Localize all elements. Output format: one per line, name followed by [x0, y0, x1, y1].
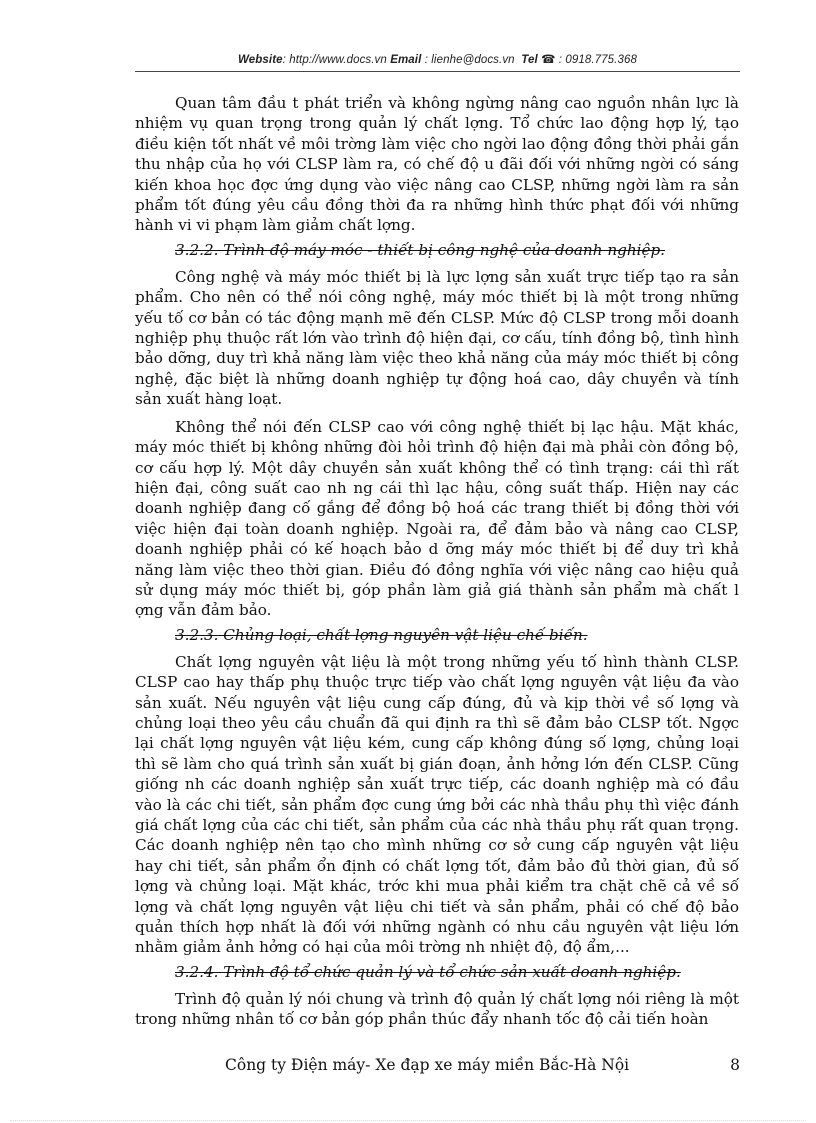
tel-label: Tel [521, 54, 538, 66]
heading-3-2-2: 3.2.2. Trình độ máy móc - thiết bị công nghệ của doanh nghiệp. [175, 240, 665, 259]
page-number: 8 [730, 1056, 740, 1074]
document-body [135, 93, 739, 1030]
paragraph-management: Trình độ quản lý nói chung và trình độ quản lý chất lợng nói riêng là một trong những nhân tố cơ bản góp phần thúc đẩy nhanh tốc độ cải tiến hoàn [135, 989, 739, 1029]
paragraph-materials: Chất lợng nguyên vật liệu là một trong những yếu tố hình thành CLSP. CLSP cao hay thấp phụ thuộc trực tiếp vào chất lợng nguyên vật liệu đa vào sản xuất. Nếu nguyên vật liệu cung cấp đúng, đủ và kịp thời về số lợng và chủng loại theo yêu cầu chuẩn đã qui định ra thì sẽ đảm bảo CLSP tốt. Ngợc lại chất lợng nguyên vật liệu kém, cung cấp không đúng số lợng, chủng loại thì sẽ làm cho quá trình sản xuất bị gián đoạn, ảnh hởng lớn đến CLSP. Cũng giống nh các doanh nghiệp sản xuất trực tiếp, các doanh nghiệp mà có đầu vào là các chi tiết, sản phẩm đợc cung ứng bởi các nhà thầu phụ thì việc đánh giá chất lợng của các chi tiết, sản phẩm của các nhà thầu phụ rất quan trọng. Các doanh nghiệp nên tạo cho mình những cơ sở cung cấp nguyên vật liệu hay chi tiết, sản phẩm ổn định có chất lợng tốt, đảm bảo đủ thời gian, đủ số lợng và chủng loại. Mặt khác, trớc khi mua phải kiểm tra chặt chẽ cả về số lợng và chất lợng nguyên vật liệu chi tiết và sản phẩm, phải có chế độ bảo quản thích hợp nhất là đối với những ngành có nhu cầu nguyên vật liệu lớn nhằm giảm ảnh hởng có hại của môi trờng nh nhiệt độ, độ ẩm,... [135, 652, 739, 957]
paragraph-equipment: Không thể nói đến CLSP cao với công nghệ thiết bị lạc hậu. Mặt khác, máy móc thiết bị không những đòi hỏi trình độ hiện đại mà phải còn đồng bộ, cơ cấu hợp lý. Một dây chuyền sản xuất không thể có tình trạng: cái thì rất hiện đại, công suất cao nh ng cái thì lạc hậu, công suất thấp. Hiện nay các doanh nghiệp đang cố gắng để đồng bộ hoá các trang thiết bị đồng thời với việc hiện đại toàn doanh nghiệp. Ngoài ra, để đảm bảo và nâng cao CLSP, doanh nghiệp phải có kế hoạch bảo d ỡng máy móc thiết bị để duy trì khả năng làm việc theo thời gian. Điều đó đồng nghĩa với việc nâng cao hiệu quả sử dụng máy móc thiết bị, góp phần làm giả giá thành sản phẩm mà chất l ợng vẫn đảm bảo. [135, 417, 739, 620]
heading-3-2-3: 3.2.3. Chủng loại, chất lợng nguyên vật liệu chế biến. [175, 625, 588, 644]
website-value: : http://www.docs.vn [282, 54, 387, 66]
email-label: Email [390, 54, 422, 66]
website-label: Website [238, 54, 283, 66]
paragraph-workforce: Quan tâm đầu t phát triển và không ngừng nâng cao nguồn nhân lực là nhiệm vụ quan trọng trong quản lý chất lợng. Tổ chức lao động hợp lý, tạo điều kiện tốt nhất về môi trờng làm việc cho ngời lao động đồng thời phải gắn thu nhập của họ với CLSP làm ra, có chế độ u đãi đối với những ngời có sáng kiến khoa học đợc ứng dụng vào việc nâng cao CLSP, những ngời làm ra sản phẩm tốt đúng yêu cầu đồng thời đa ra những hình thức phạt đối với những hành vi vi phạm làm giảm chất lợng. [135, 94, 739, 235]
bottom-dotted-line [10, 1120, 806, 1121]
email-value: : lienhe@docs.vn [424, 54, 515, 66]
paragraph-technology: Công nghệ và máy móc thiết bị là lực lợng sản xuất trực tiếp tạo ra sản phẩm. Cho nên có thể nói công nghệ, máy móc thiết bị là một trong những yếu tố cơ bản có tác động mạnh mẽ đến CLSP. Mức độ CLSP trong mỗi doanh nghiệp phụ thuộc rất lớn vào trình độ hiện đại, cơ cấu, tính đồng bộ, tình hình bảo dỡng, duy trì khả năng làm việc theo khả năng của máy móc thiết bị công nghệ, đặc biệt là những doanh nghiệp tự động hoá cao, dây chuyền và tính sản xuất hàng loạt. [135, 267, 739, 409]
heading-3-2-4: 3.2.4. Trình độ tổ chức quản lý và tổ chức sản xuất doanh nghiệp. [175, 962, 681, 981]
footer-company: Công ty Điện máy- Xe đạp xe máy miền Bắc-Hà Nội [225, 1056, 630, 1074]
page-header [135, 52, 740, 66]
header-divider [135, 71, 740, 72]
tel-value: ☎ : 0918.775.368 [541, 54, 637, 66]
